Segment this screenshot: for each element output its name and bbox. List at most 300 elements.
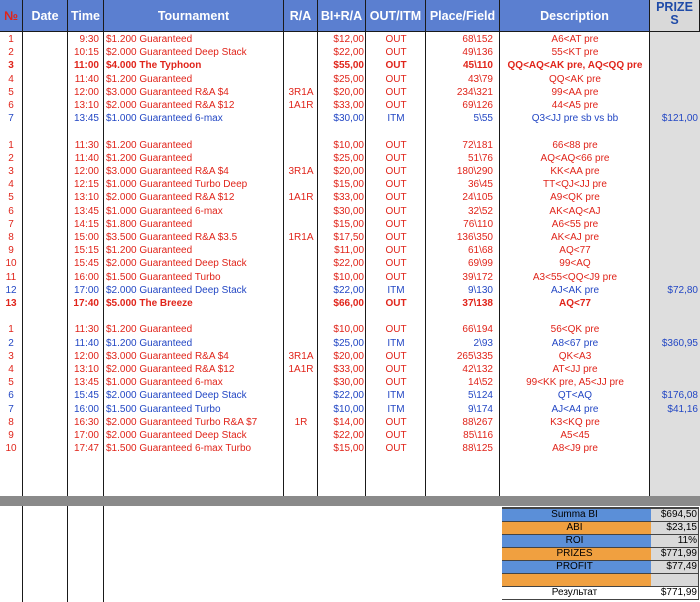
row-number[interactable]: 8: [8, 416, 14, 428]
row-description[interactable]: [500, 125, 650, 138]
row-time[interactable]: 17:00: [73, 284, 99, 296]
table-row[interactable]: [0, 363, 700, 376]
row-tournament[interactable]: $3.000 Guaranteed R&A $4: [106, 166, 229, 177]
row-buyin[interactable]: [318, 125, 364, 138]
row-buyin[interactable]: $22,00: [333, 284, 364, 296]
row-buyin[interactable]: $25,00: [333, 152, 364, 164]
row-prize[interactable]: [651, 99, 698, 112]
row-buyin[interactable]: $20,00: [333, 350, 364, 362]
row-number[interactable]: 4: [8, 73, 14, 85]
row-result[interactable]: OUT: [385, 86, 407, 98]
row-time[interactable]: 17:47: [73, 443, 99, 455]
row-time[interactable]: 13:10: [73, 100, 99, 111]
row-ra[interactable]: [284, 310, 318, 323]
row-time[interactable]: 12:00: [73, 86, 99, 98]
row-ra[interactable]: [284, 125, 318, 138]
row-tournament[interactable]: $3.500 Guaranteed R&A $3.5: [106, 232, 238, 243]
table-row[interactable]: [0, 33, 700, 46]
row-number[interactable]: 7: [8, 218, 14, 230]
row-prize[interactable]: $72,80: [667, 284, 698, 296]
row-buyin[interactable]: $12,00: [333, 34, 364, 45]
row-time[interactable]: 12:00: [73, 166, 99, 177]
col-header-description[interactable]: [500, 0, 650, 32]
row-tournament[interactable]: $1.000 Guaranteed 6-max: [106, 205, 223, 217]
row-number[interactable]: [0, 310, 22, 323]
row-description[interactable]: AQ<77: [559, 298, 591, 309]
row-place[interactable]: 265\335: [456, 350, 493, 362]
row-buyin[interactable]: [318, 310, 364, 323]
row-prize[interactable]: [651, 416, 698, 429]
table-row[interactable]: [0, 389, 700, 402]
row-buyin[interactable]: $20,00: [333, 86, 364, 98]
row-result[interactable]: [366, 310, 426, 323]
row-place[interactable]: 43\79: [467, 73, 493, 85]
row-buyin[interactable]: $10,00: [333, 324, 364, 336]
row-place[interactable]: 136\350: [456, 232, 493, 243]
row-time[interactable]: 15:00: [73, 232, 99, 243]
row-tournament[interactable]: $1.800 Guaranteed: [106, 218, 193, 230]
row-number[interactable]: 7: [8, 113, 14, 125]
table-row[interactable]: [0, 271, 700, 284]
row-number[interactable]: 12: [5, 284, 17, 296]
row-description[interactable]: QQ<AK pre: [549, 73, 601, 85]
row-place[interactable]: 72\181: [462, 139, 493, 151]
row-place[interactable]: 51\76: [467, 152, 493, 164]
row-description[interactable]: AT<JJ pre: [552, 364, 598, 375]
row-prize[interactable]: [651, 429, 698, 442]
row-description[interactable]: AJ<AK pre: [550, 284, 600, 296]
row-prize[interactable]: [651, 310, 698, 323]
row-tournament[interactable]: $1.500 Guaranteed Turbo: [106, 403, 221, 415]
row-result[interactable]: OUT: [385, 245, 407, 257]
row-buyin[interactable]: $33,00: [333, 192, 364, 204]
row-place[interactable]: [427, 310, 493, 323]
row-number[interactable]: 3: [8, 350, 14, 362]
row-tournament[interactable]: $1.000 Guaranteed Turbo Deep: [106, 179, 248, 191]
row-ra[interactable]: 3R1A: [288, 166, 314, 177]
row-time[interactable]: 13:45: [73, 377, 99, 389]
row-place[interactable]: 24\105: [462, 192, 493, 204]
row-buyin[interactable]: $22,00: [333, 430, 364, 441]
row-ra[interactable]: 1R1A: [288, 232, 314, 243]
row-tournament[interactable]: $1.200 Guaranteed: [106, 245, 193, 257]
row-time[interactable]: [68, 125, 99, 138]
summary-row[interactable]: [502, 560, 698, 573]
row-prize[interactable]: [651, 205, 698, 218]
row-buyin[interactable]: $14,00: [333, 416, 364, 428]
row-buyin[interactable]: $22,00: [333, 47, 364, 59]
row-time[interactable]: 12:00: [73, 350, 99, 362]
row-ra[interactable]: [284, 389, 318, 402]
summary-row[interactable]: [502, 547, 698, 560]
row-description[interactable]: TT<QJ<JJ pre: [543, 179, 607, 191]
table-row[interactable]: [0, 112, 700, 125]
row-place[interactable]: 85\116: [463, 430, 493, 441]
row-buyin[interactable]: $15,00: [333, 218, 364, 230]
row-result[interactable]: OUT: [385, 271, 407, 283]
row-description[interactable]: QT<AQ: [557, 390, 593, 402]
table-row[interactable]: [0, 376, 700, 389]
row-prize[interactable]: [651, 86, 698, 99]
row-number[interactable]: 5: [8, 192, 14, 204]
row-place[interactable]: 68\152: [462, 34, 493, 45]
row-description[interactable]: AJ<A4 pre: [551, 403, 599, 415]
row-prize[interactable]: $121,00: [661, 113, 698, 125]
row-ra[interactable]: [284, 257, 318, 270]
row-prize[interactable]: [651, 152, 698, 165]
row-time[interactable]: [68, 310, 99, 323]
col-header-date[interactable]: [23, 0, 68, 32]
col-header-buyin[interactable]: [318, 0, 366, 32]
row-ra[interactable]: [284, 205, 318, 218]
row-buyin[interactable]: $22,00: [333, 258, 364, 270]
row-description[interactable]: AQ<AQ<66 pre: [540, 152, 610, 164]
row-buyin[interactable]: $25,00: [333, 73, 364, 85]
row-tournament[interactable]: $1.200 Guaranteed: [106, 152, 193, 164]
row-number[interactable]: 3: [8, 60, 14, 72]
row-ra[interactable]: 3R1A: [288, 350, 314, 362]
row-description[interactable]: A5<45: [560, 430, 590, 441]
row-ra[interactable]: [284, 178, 318, 191]
row-prize[interactable]: [651, 191, 698, 204]
row-result[interactable]: OUT: [385, 377, 407, 389]
row-prize[interactable]: [651, 376, 698, 389]
summary-row[interactable]: [502, 573, 698, 586]
row-buyin[interactable]: $66,00: [333, 298, 364, 309]
row-place[interactable]: 61\68: [467, 245, 493, 257]
row-result[interactable]: OUT: [385, 179, 407, 191]
table-row[interactable]: [0, 442, 700, 455]
row-result[interactable]: ITM: [387, 284, 405, 296]
row-description[interactable]: A6<AT pre: [551, 34, 599, 45]
row-time[interactable]: 10:15: [73, 47, 99, 59]
row-prize[interactable]: [651, 73, 698, 86]
row-ra[interactable]: [284, 376, 318, 389]
row-description[interactable]: A6<55 pre: [551, 218, 599, 230]
row-tournament[interactable]: $1.500 Guaranteed 6-max Turbo: [106, 443, 252, 455]
row-description[interactable]: QK<A3: [558, 350, 592, 362]
row-place[interactable]: 88\267: [462, 416, 493, 428]
row-tournament[interactable]: $3.000 Guaranteed R&A $4: [106, 86, 229, 98]
row-prize[interactable]: [651, 59, 698, 72]
row-description[interactable]: 99<AQ: [559, 258, 591, 270]
row-prize[interactable]: $176,08: [661, 390, 698, 402]
table-row[interactable]: [0, 59, 700, 72]
row-place[interactable]: 9\130: [467, 284, 493, 296]
row-number[interactable]: 9: [8, 430, 14, 441]
table-row[interactable]: [0, 152, 700, 165]
row-time[interactable]: 16:00: [73, 271, 99, 283]
row-ra[interactable]: [284, 284, 318, 297]
row-number[interactable]: 1: [8, 324, 14, 336]
row-prize[interactable]: [651, 257, 698, 270]
row-tournament[interactable]: [106, 125, 281, 138]
row-tournament[interactable]: $4.000 The Typhoon: [106, 60, 202, 72]
row-result[interactable]: OUT: [385, 364, 407, 375]
col-header-time[interactable]: [68, 0, 104, 32]
row-time[interactable]: 13:45: [73, 205, 99, 217]
row-prize[interactable]: [651, 165, 698, 178]
row-time[interactable]: 17:40: [73, 298, 99, 309]
row-tournament[interactable]: $5.000 The Breeze: [106, 298, 193, 309]
row-buyin[interactable]: $17,50: [333, 232, 364, 243]
row-description[interactable]: 44<A5 pre: [551, 100, 599, 111]
row-number[interactable]: 9: [8, 245, 14, 257]
table-row[interactable]: [0, 297, 700, 310]
row-prize[interactable]: [651, 231, 698, 244]
row-description[interactable]: 56<QK pre: [550, 324, 600, 336]
row-result[interactable]: OUT: [385, 34, 407, 45]
row-tournament[interactable]: $1.000 Guaranteed 6-max: [106, 113, 223, 125]
row-result[interactable]: ITM: [387, 113, 405, 125]
row-time[interactable]: 16:30: [73, 416, 99, 428]
row-tournament[interactable]: $1.000 Guaranteed 6-max: [106, 377, 223, 389]
row-result[interactable]: OUT: [385, 73, 407, 85]
row-buyin[interactable]: $11,00: [334, 245, 364, 257]
row-description[interactable]: 55<KT pre: [551, 47, 599, 59]
row-tournament[interactable]: $2.000 Guaranteed Deep Stack: [106, 430, 247, 441]
row-result[interactable]: OUT: [385, 47, 407, 59]
table-row[interactable]: [0, 284, 700, 297]
col-header-prizes[interactable]: [650, 0, 700, 32]
table-row[interactable]: [0, 205, 700, 218]
row-place[interactable]: 234\321: [456, 86, 493, 98]
row-ra[interactable]: 1A1R: [288, 100, 314, 111]
row-number[interactable]: 1: [8, 34, 14, 45]
row-number[interactable]: 5: [8, 377, 14, 389]
row-time[interactable]: 13:10: [73, 192, 99, 204]
row-time[interactable]: 11:40: [74, 152, 99, 164]
row-prize[interactable]: [651, 139, 698, 152]
row-description[interactable]: KK<AA pre: [550, 166, 600, 177]
row-number[interactable]: 2: [8, 152, 14, 164]
row-prize[interactable]: $360,95: [661, 337, 698, 349]
row-place[interactable]: 69\99: [467, 258, 493, 270]
table-row[interactable]: [0, 86, 700, 99]
row-time[interactable]: 14:15: [73, 218, 99, 230]
row-place[interactable]: 66\194: [462, 324, 493, 336]
table-row[interactable]: [0, 231, 700, 244]
row-result[interactable]: ITM: [387, 337, 405, 349]
row-description[interactable]: A3<55<QQ<J9 pre: [532, 271, 618, 283]
table-row[interactable]: [0, 218, 700, 231]
table-row[interactable]: [0, 178, 700, 191]
row-tournament[interactable]: $1.200 Guaranteed: [106, 324, 193, 336]
col-header-out-itm[interactable]: [366, 0, 426, 32]
row-time[interactable]: 15:15: [73, 245, 99, 257]
row-number[interactable]: 2: [8, 337, 14, 349]
row-buyin[interactable]: $22,00: [333, 390, 364, 402]
row-result[interactable]: ITM: [387, 390, 405, 402]
row-prize[interactable]: [651, 218, 698, 231]
row-result[interactable]: OUT: [385, 152, 407, 164]
row-number[interactable]: 6: [8, 100, 14, 111]
row-prize[interactable]: [651, 46, 698, 59]
table-row[interactable]: [0, 323, 700, 336]
row-tournament[interactable]: $3.000 Guaranteed R&A $4: [106, 350, 229, 362]
row-tournament[interactable]: [106, 310, 281, 323]
summary-row[interactable]: [502, 586, 698, 599]
row-result[interactable]: [366, 125, 426, 138]
row-description[interactable]: AQ<77: [559, 245, 591, 257]
table-row[interactable]: [0, 416, 700, 429]
row-ra[interactable]: [284, 33, 318, 46]
table-row[interactable]: [0, 429, 700, 442]
row-place[interactable]: 76\110: [463, 218, 493, 230]
row-result[interactable]: OUT: [385, 205, 407, 217]
row-place[interactable]: 42\132: [462, 364, 493, 375]
row-tournament[interactable]: $2.000 Guaranteed Deep Stack: [106, 47, 247, 59]
row-number[interactable]: 1: [8, 139, 14, 151]
row-time[interactable]: 12:15: [73, 179, 99, 191]
row-description[interactable]: AK<AJ pre: [550, 232, 600, 243]
row-place[interactable]: 2\93: [473, 337, 493, 349]
table-row[interactable]: [0, 165, 700, 178]
row-ra[interactable]: [284, 73, 318, 86]
row-place[interactable]: 37\138: [462, 298, 493, 309]
row-description[interactable]: K3<KQ pre: [550, 416, 600, 428]
row-place[interactable]: 180\290: [456, 166, 493, 177]
row-time[interactable]: 11:40: [74, 73, 99, 85]
table-row[interactable]: [0, 139, 700, 152]
col-header-ra[interactable]: [284, 0, 318, 32]
row-tournament[interactable]: $1.200 Guaranteed: [106, 139, 193, 151]
row-result[interactable]: OUT: [385, 192, 407, 204]
row-ra[interactable]: [284, 59, 318, 72]
row-prize[interactable]: [651, 350, 698, 363]
row-ra[interactable]: [284, 218, 318, 231]
row-tournament[interactable]: $1.200 Guaranteed: [106, 337, 193, 349]
row-tournament[interactable]: $1.500 Guaranteed Turbo: [106, 271, 221, 283]
row-prize[interactable]: $41,16: [667, 403, 698, 415]
table-row[interactable]: [0, 244, 700, 257]
table-row[interactable]: [0, 73, 700, 86]
row-prize[interactable]: [651, 271, 698, 284]
row-tournament[interactable]: $2.000 Guaranteed Turbo R&A $7: [106, 416, 258, 428]
row-number[interactable]: 4: [8, 364, 14, 375]
row-buyin[interactable]: $10,00: [333, 403, 364, 415]
row-result[interactable]: OUT: [385, 350, 407, 362]
row-result[interactable]: ITM: [387, 403, 405, 415]
row-description[interactable]: AK<AQ<AJ: [549, 205, 601, 217]
row-number[interactable]: 11: [5, 271, 17, 283]
row-result[interactable]: OUT: [385, 324, 407, 336]
row-prize[interactable]: [651, 323, 698, 336]
col-header-tournament[interactable]: [104, 0, 284, 32]
col-header-place-field[interactable]: [426, 0, 500, 32]
row-result[interactable]: OUT: [385, 298, 407, 309]
row-tournament[interactable]: $2.000 Guaranteed R&A $12: [106, 192, 235, 204]
table-row[interactable]: [0, 403, 700, 416]
row-ra[interactable]: 1A1R: [288, 364, 314, 375]
row-result[interactable]: OUT: [385, 218, 407, 230]
row-description[interactable]: 99<KK pre, A5<JJ pre: [526, 377, 624, 389]
row-ra[interactable]: 3R1A: [288, 86, 314, 98]
row-buyin[interactable]: $25,00: [333, 337, 364, 349]
row-description[interactable]: [500, 310, 650, 323]
row-time[interactable]: 11:30: [74, 139, 99, 151]
row-ra[interactable]: [284, 323, 318, 336]
row-description[interactable]: 66<88 pre: [552, 139, 598, 151]
row-ra[interactable]: [284, 152, 318, 165]
row-prize[interactable]: [651, 178, 698, 191]
table-row[interactable]: [0, 337, 700, 350]
row-time[interactable]: 15:45: [73, 258, 99, 270]
row-buyin[interactable]: $55,00: [333, 60, 364, 72]
row-description[interactable]: A8<67 pre: [551, 337, 599, 349]
row-tournament[interactable]: $1.200 Guaranteed: [106, 34, 193, 45]
row-number[interactable]: 10: [5, 443, 17, 455]
row-ra[interactable]: 1R: [294, 416, 308, 428]
row-description[interactable]: 99<AA pre: [551, 86, 599, 98]
row-ra[interactable]: [284, 139, 318, 152]
row-ra[interactable]: [284, 46, 318, 59]
row-place[interactable]: 36\45: [467, 179, 493, 191]
row-place[interactable]: 14\52: [467, 377, 493, 389]
row-buyin[interactable]: $33,00: [333, 100, 364, 111]
row-result[interactable]: OUT: [385, 139, 407, 151]
row-place[interactable]: 5\55: [473, 113, 493, 125]
table-row[interactable]: [0, 191, 700, 204]
row-description[interactable]: A9<QK pre: [550, 192, 600, 204]
row-ra[interactable]: [284, 442, 318, 455]
row-result[interactable]: OUT: [385, 443, 407, 455]
row-number[interactable]: 10: [5, 258, 17, 270]
row-result[interactable]: OUT: [385, 430, 407, 441]
row-buyin[interactable]: $10,00: [333, 139, 364, 151]
row-ra[interactable]: [284, 429, 318, 442]
row-place[interactable]: 88\125: [462, 443, 493, 455]
row-time[interactable]: 13:10: [73, 364, 99, 375]
table-row[interactable]: [0, 99, 700, 112]
row-prize[interactable]: [651, 33, 698, 46]
row-place[interactable]: 45\110: [462, 60, 493, 72]
row-ra[interactable]: 1A1R: [288, 192, 314, 204]
table-row[interactable]: [0, 350, 700, 363]
row-result[interactable]: OUT: [385, 416, 407, 428]
row-prize[interactable]: [651, 442, 698, 455]
row-tournament[interactable]: $2.000 Guaranteed Deep Stack: [106, 390, 247, 402]
row-result[interactable]: OUT: [385, 232, 407, 243]
row-place[interactable]: 32\52: [467, 205, 493, 217]
row-description[interactable]: Q3<JJ pre sb vs bb: [531, 113, 619, 125]
row-result[interactable]: OUT: [385, 166, 407, 177]
row-tournament[interactable]: $2.000 Guaranteed Deep Stack: [106, 258, 247, 270]
row-place[interactable]: 39\172: [462, 271, 493, 283]
table-row[interactable]: [0, 125, 700, 138]
row-description[interactable]: QQ<AQ<AK pre, AQ<QQ pre: [507, 60, 643, 72]
row-tournament[interactable]: $1.200 Guaranteed: [106, 73, 193, 85]
row-description[interactable]: A8<J9 pre: [552, 443, 598, 455]
row-ra[interactable]: [284, 112, 318, 125]
row-result[interactable]: OUT: [385, 258, 407, 270]
row-number[interactable]: 2: [8, 47, 14, 59]
row-prize[interactable]: [651, 244, 698, 257]
row-time[interactable]: 16:00: [73, 403, 99, 415]
row-number[interactable]: [0, 125, 22, 138]
row-buyin[interactable]: $30,00: [333, 205, 364, 217]
row-prize[interactable]: [651, 297, 698, 310]
table-row[interactable]: [0, 257, 700, 270]
row-tournament[interactable]: $2.000 Guaranteed Deep Stack: [106, 284, 247, 296]
row-buyin[interactable]: $20,00: [333, 166, 364, 177]
row-buyin[interactable]: $30,00: [333, 113, 364, 125]
row-time[interactable]: 11:00: [73, 60, 99, 72]
row-time[interactable]: 11:30: [74, 324, 99, 336]
row-time[interactable]: 17:00: [73, 430, 99, 441]
row-number[interactable]: 6: [8, 205, 14, 217]
row-place[interactable]: 9\174: [467, 403, 493, 415]
